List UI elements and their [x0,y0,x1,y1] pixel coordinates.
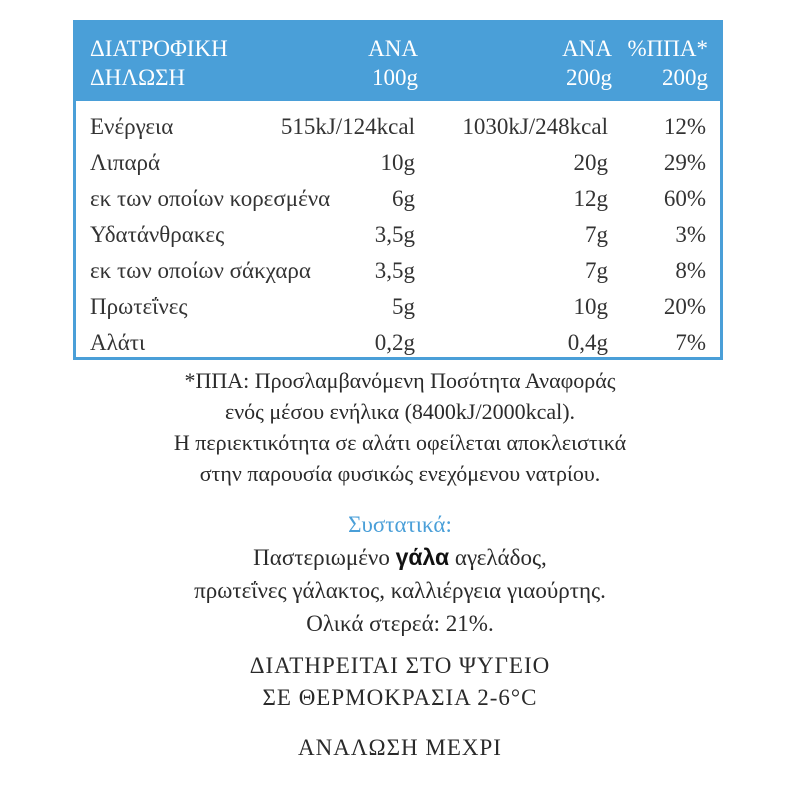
value-ri: 12% [663,114,706,139]
value-per200: 10g [573,294,608,319]
header-per100 [368,34,418,92]
nutrient-name: εκ των οποίων κορεσμένα [90,186,331,211]
value-per200: 12g [573,186,608,211]
value-per100: 0,2g [374,330,415,355]
ingredients-section [0,508,800,640]
header-per200 [562,34,612,92]
value-per100: 6g [392,186,415,211]
header-title-line2: ΔΗΛΩΣΗ [90,65,186,90]
nutrient-name: εκ των οποίων σάκχαρα [90,258,311,283]
value-per100: 515kJ/124kcal [280,114,415,139]
reference-intake-notes [0,365,800,489]
header-ri-line2: 200g [662,65,708,90]
header-per100-line2: 100g [372,65,418,90]
allergen-milk: γάλα [395,544,450,570]
storage-line2: ΣΕ ΘΕΡΜΟΚΡΑΣΙΑ 2-6°C [262,685,538,710]
table-row [76,109,720,145]
header-per200-line2: 200g [566,65,612,90]
note-line: *ΠΠΑ: Προσλαμβανόμενη Ποσότητα Αναφοράς [184,368,616,393]
header-per100-line1: ΑΝΑ [368,36,418,61]
nutrient-name: Πρωτεΐνες [90,294,188,319]
value-ri: 3% [675,222,706,247]
nutrient-name: Ενέργεια [90,114,174,139]
value-per100: 3,5g [374,258,415,283]
header-title [90,34,228,92]
expiry-label: ΑΝΑΛΩΣΗ ΜΕΧΡΙ [298,735,502,760]
value-per100: 5g [392,294,415,319]
storage-instructions [0,650,800,714]
value-per200: 1030kJ/248kcal [462,114,608,139]
nutrition-table [73,20,723,360]
value-per200: 0,4g [567,330,608,355]
nutrient-name: Λιπαρά [90,150,161,175]
nutrition-table-header [76,23,720,101]
ingredients-line1 [0,541,800,574]
header-title-line1: ΔΙΑΤΡΟΦΙΚΗ [90,36,228,61]
table-row [76,325,720,361]
ingredients-text: αγελάδος, [449,545,547,570]
value-per200: 20g [573,150,608,175]
value-ri: 29% [663,150,706,175]
storage-line1: ΔΙΑΤΗΡΕΙΤΑΙ ΣΤΟ ΨΥΓΕΙΟ [249,653,551,678]
header-ri [628,34,709,92]
ingredients-line2: πρωτεΐνες γάλακτος, καλλιέργεια γιαούρτης. [194,578,606,603]
value-ri: 8% [675,258,706,283]
table-row [76,217,720,253]
table-row [76,289,720,325]
ingredients-line3: Ολικά στερεά: 21%. [306,611,494,636]
value-ri: 60% [663,186,706,211]
nutrient-name: Αλάτι [90,330,146,355]
table-row [76,145,720,181]
ingredients-text: Παστεριωμένο [253,545,396,570]
note-line: ενός μέσου ενήλικα (8400kJ/2000kcal). [224,399,576,424]
value-per200: 7g [585,258,608,283]
ingredients-title: Συστατικά: [348,512,452,537]
table-row [76,253,720,289]
note-line: Η περιεκτικότητα σε αλάτι οφείλεται αποκλειστικά [173,430,627,455]
header-ri-line1: %ΠΠΑ* [627,36,708,61]
header-per200-line1: ΑΝΑ [562,36,612,61]
value-ri: 20% [663,294,706,319]
value-per100: 3,5g [374,222,415,247]
value-per200: 7g [585,222,608,247]
value-ri: 7% [675,330,706,355]
nutrient-name: Υδατάνθρακες [90,222,225,247]
note-line: στην παρουσία φυσικώς ενεχόμενου νατρίου. [199,461,601,486]
value-per100: 10g [380,150,415,175]
table-row [76,181,720,217]
